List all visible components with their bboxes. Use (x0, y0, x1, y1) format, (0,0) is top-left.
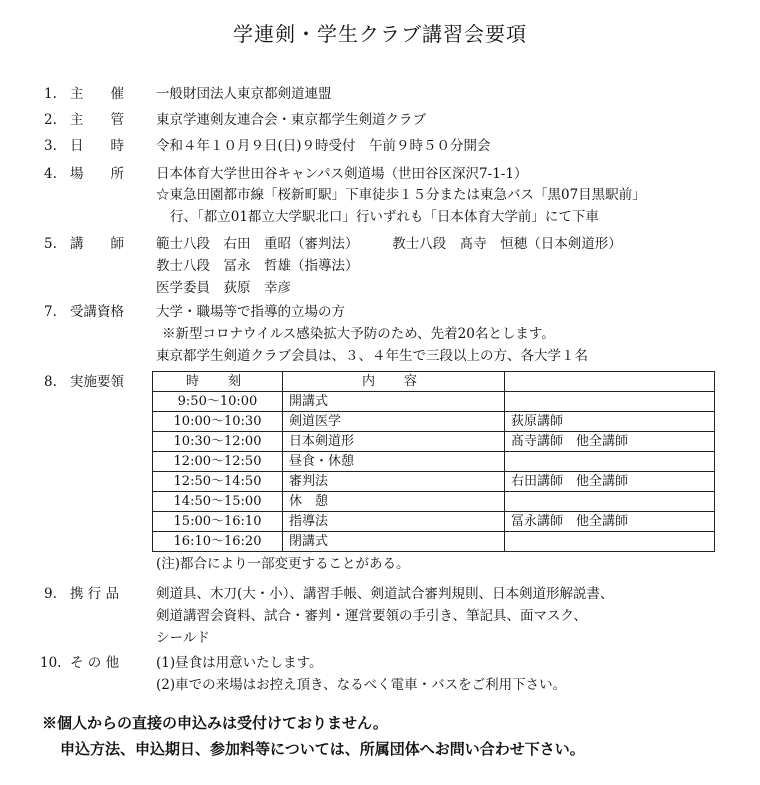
schedule-content: 審判法 (283, 472, 505, 492)
header-content: 内 容 (283, 372, 505, 392)
section-line: (2)車での来場はお控え頂き、なるべく電車・バスをご利用下さい。 (156, 677, 567, 693)
section-line: 行、「都立01都立大学駅北口」行いずれも「日本体育大学前」にて下車 (170, 209, 599, 225)
table-row (153, 472, 715, 492)
footer-inquiry: 申込方法、申込期日、参加料等については、所属団体へお問い合わせ下さい。 (60, 740, 585, 758)
section-label: 携 行 品 (70, 586, 120, 602)
section-line: 医学委員 荻原 幸彦 (156, 280, 291, 296)
section-line: ※新型コロナウイルス感染拡大予防のため、先着20名とします。 (162, 326, 555, 342)
table-row (153, 412, 715, 432)
header-lecturer (505, 372, 715, 392)
section-number: 7. (44, 304, 57, 320)
section-label: 受講資格 (70, 304, 124, 320)
schedule-time: 15:00～16:10 (153, 512, 283, 532)
schedule-lecturer (505, 452, 715, 472)
section-number: 2. (44, 112, 57, 128)
table-row (153, 532, 715, 552)
schedule-lecturer: 冨永講師 他全講師 (505, 512, 715, 532)
section-line: 東京都学生剣道クラブ会員は、３、４年生で三段以上の方、各大学１名 (156, 348, 588, 364)
table-row (153, 452, 715, 472)
schedule-lecturer: 髙寺講師 他全講師 (505, 432, 715, 452)
schedule-content: 閉講式 (283, 532, 505, 552)
section-line: 範士八段 右田 重昭（審判法） 教士八段 髙寺 恒穂（日本剣道形） (156, 236, 622, 252)
table-row (153, 432, 715, 452)
schedule-lecturer: 荻原講師 (505, 412, 715, 432)
schedule-header-row (153, 372, 715, 392)
table-row (153, 392, 715, 412)
schedule-content: 日本剣道形 (283, 432, 505, 452)
section-line: シールド (156, 630, 210, 646)
section-number: 9. (44, 586, 57, 602)
schedule-lecturer (505, 492, 715, 512)
section-line: 大学・職場等で指導的立場の方 (156, 304, 345, 320)
schedule-time: 9:50～10:00 (153, 392, 283, 412)
section-number: 1. (44, 86, 57, 102)
section-label: 主 管 (70, 112, 124, 128)
schedule-content: 昼食・休憩 (283, 452, 505, 472)
section-label: 実施要領 (70, 374, 124, 390)
document-title: 学連剣・学生クラブ講習会要項 (233, 22, 527, 46)
section-line: 剣道具、木刀(大・小）、講習手帳、剣道試合審判規則、日本剣道形解説書、 (156, 586, 614, 602)
table-row (153, 512, 715, 532)
schedule-table (152, 371, 715, 552)
section-line: 令和４年１０月９日(日)９時受付 午前９時５０分開会 (156, 138, 491, 154)
section-number: 3. (44, 138, 57, 154)
schedule-time: 10:00～10:30 (153, 412, 283, 432)
section-number: 4. (44, 166, 57, 182)
section-line: 一般財団法人東京都剣道連盟 (156, 86, 332, 102)
schedule-time: 12:00～12:50 (153, 452, 283, 472)
schedule-content: 開講式 (283, 392, 505, 412)
schedule-time: 16:10～16:20 (153, 532, 283, 552)
schedule-content: 指導法 (283, 512, 505, 532)
section-label: 主 催 (70, 86, 124, 102)
section-line: (1)昼食は用意いたします。 (156, 655, 323, 671)
schedule-time: 10:30～12:00 (153, 432, 283, 452)
footer-notice: ※個人からの直接の申込みは受付けておりません。 (42, 714, 388, 732)
table-row (153, 492, 715, 512)
section-line: 剣道講習会資料、試合・審判・運営要領の手引き、筆記具、面マスク、 (156, 608, 587, 624)
section-label: 講 師 (70, 236, 124, 252)
section-label: 日 時 (70, 138, 124, 154)
schedule-lecturer (505, 392, 715, 412)
section-line: ☆東急田園都市線「桜新町駅」下車徒歩１５分または東急バス「黒07目黒駅前」 (156, 187, 646, 203)
header-time: 時 刻 (153, 372, 283, 392)
schedule-lecturer: 右田講師 他全講師 (505, 472, 715, 492)
schedule-content: 休 憩 (283, 492, 505, 512)
section-number: 10. (40, 655, 62, 671)
section-label: 場 所 (70, 166, 124, 182)
section-line: 教士八段 冨永 哲雄（指導法） (156, 258, 359, 274)
schedule-time: 14:50～15:00 (153, 492, 283, 512)
section-number: 5. (44, 236, 57, 252)
section-line: 東京学連剣友連合会・東京都学生剣道クラブ (156, 112, 426, 128)
section-label: そ の 他 (70, 655, 120, 671)
schedule-time: 12:50～14:50 (153, 472, 283, 492)
section-line: 日本体育大学世田谷キャンパス剣道場（世田谷区深沢7-1-1） (156, 166, 528, 182)
schedule-note: (注)都合により一部変更することがある。 (156, 556, 410, 572)
schedule-lecturer (505, 532, 715, 552)
section-number: 8. (44, 374, 57, 390)
schedule-content: 剣道医学 (283, 412, 505, 432)
